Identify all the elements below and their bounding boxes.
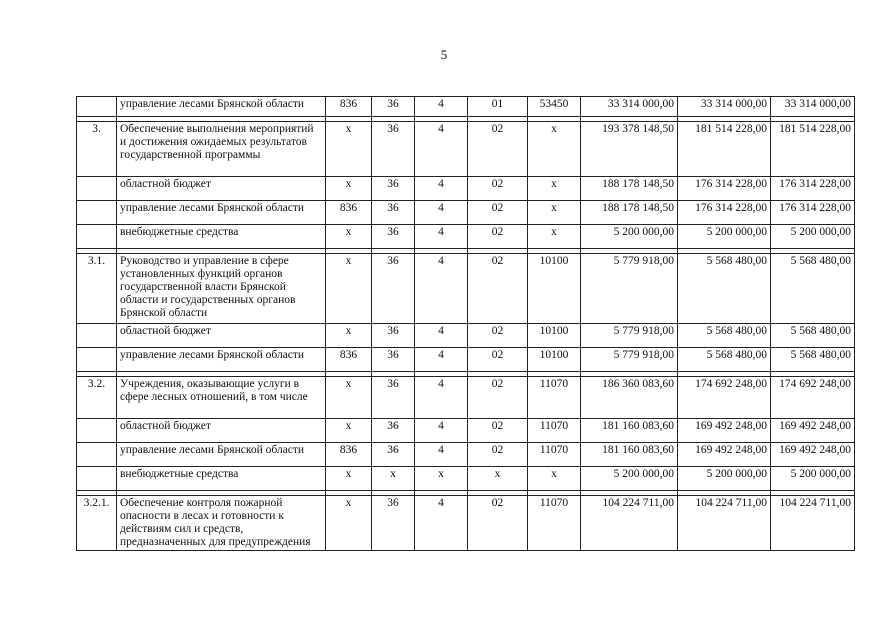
amount-year-3: 176 314 228,00 <box>771 201 855 225</box>
row-name: внебюджетные средства <box>117 225 326 249</box>
code-grbs: х <box>326 225 372 249</box>
amount-year-2: 5 568 480,00 <box>678 254 771 324</box>
row-number <box>77 443 117 467</box>
page-number: 5 <box>440 47 448 62</box>
table-row <box>77 377 855 419</box>
amount-year-1: 5 200 000,00 <box>581 225 678 249</box>
code-event: 01 <box>468 97 528 117</box>
amount-year-3: 5 200 000,00 <box>771 467 855 491</box>
code-program: 36 <box>372 443 415 467</box>
code-event: 02 <box>468 419 528 443</box>
amount-year-2: 176 314 228,00 <box>678 201 771 225</box>
code-direction: х <box>528 225 581 249</box>
code-subprogram: 4 <box>415 225 468 249</box>
amount-year-3: 5 568 480,00 <box>771 348 855 372</box>
table-row <box>77 467 855 491</box>
amount-year-3: 104 224 711,00 <box>771 496 855 551</box>
code-program: 36 <box>372 122 415 177</box>
code-subprogram: х <box>415 467 468 491</box>
code-program: 36 <box>372 177 415 201</box>
code-direction: х <box>528 201 581 225</box>
code-program: 36 <box>372 254 415 324</box>
code-grbs: 836 <box>326 201 372 225</box>
code-direction: х <box>528 467 581 491</box>
code-event: 02 <box>468 254 528 324</box>
code-event: 02 <box>468 177 528 201</box>
code-program: 36 <box>372 97 415 117</box>
amount-year-1: 104 224 711,00 <box>581 496 678 551</box>
amount-year-2: 169 492 248,00 <box>678 443 771 467</box>
row-name: Руководство и управление в сфере установленных функций органов государственной власти Брянской области и государственных органов Брянской области <box>117 254 326 324</box>
amount-year-1: 181 160 083,60 <box>581 443 678 467</box>
code-grbs: х <box>326 377 372 419</box>
code-grbs: х <box>326 254 372 324</box>
amount-year-2: 5 568 480,00 <box>678 324 771 348</box>
row-number: 3.1. <box>77 254 117 324</box>
code-program: х <box>372 467 415 491</box>
amount-year-1: 5 200 000,00 <box>581 467 678 491</box>
table-row <box>77 496 855 551</box>
code-subprogram: 4 <box>415 97 468 117</box>
row-number <box>77 201 117 225</box>
code-direction: х <box>528 122 581 177</box>
code-grbs: 836 <box>326 97 372 117</box>
amount-year-2: 181 514 228,00 <box>678 122 771 177</box>
code-grbs: 836 <box>326 348 372 372</box>
amount-year-3: 181 514 228,00 <box>771 122 855 177</box>
code-program: 36 <box>372 419 415 443</box>
code-subprogram: 4 <box>415 496 468 551</box>
code-program: 36 <box>372 201 415 225</box>
amount-year-1: 188 178 148,50 <box>581 201 678 225</box>
table-row <box>77 324 855 348</box>
amount-year-1: 33 314 000,00 <box>581 97 678 117</box>
code-grbs: х <box>326 496 372 551</box>
row-number <box>77 348 117 372</box>
amount-year-3: 169 492 248,00 <box>771 443 855 467</box>
row-number <box>77 467 117 491</box>
code-grbs: 836 <box>326 443 372 467</box>
code-program: 36 <box>372 496 415 551</box>
code-subprogram: 4 <box>415 324 468 348</box>
code-grbs: х <box>326 122 372 177</box>
row-name: областной бюджет <box>117 324 326 348</box>
row-number: 3.2.1. <box>77 496 117 551</box>
code-grbs: х <box>326 467 372 491</box>
code-direction: 10100 <box>528 348 581 372</box>
row-number <box>77 225 117 249</box>
code-program: 36 <box>372 225 415 249</box>
table-row <box>77 443 855 467</box>
code-event: 02 <box>468 324 528 348</box>
code-subprogram: 4 <box>415 177 468 201</box>
table-row <box>77 97 855 117</box>
code-event: 02 <box>468 348 528 372</box>
amount-year-3: 5 568 480,00 <box>771 254 855 324</box>
row-name: управление лесами Брянской области <box>117 201 326 225</box>
code-subprogram: 4 <box>415 122 468 177</box>
amount-year-2: 169 492 248,00 <box>678 419 771 443</box>
code-event: 02 <box>468 201 528 225</box>
code-direction: 11070 <box>528 443 581 467</box>
row-name: управление лесами Брянской области <box>117 97 326 117</box>
amount-year-1: 5 779 918,00 <box>581 348 678 372</box>
code-subprogram: 4 <box>415 348 468 372</box>
code-event: 02 <box>468 122 528 177</box>
table-row <box>77 177 855 201</box>
code-program: 36 <box>372 377 415 419</box>
code-direction: 11070 <box>528 496 581 551</box>
amount-year-1: 181 160 083,60 <box>581 419 678 443</box>
code-event: 02 <box>468 496 528 551</box>
table-body <box>77 97 855 551</box>
row-number <box>77 97 117 117</box>
row-number: 3. <box>77 122 117 177</box>
amount-year-2: 5 200 000,00 <box>678 467 771 491</box>
row-name: управление лесами Брянской области <box>117 348 326 372</box>
code-direction: 10100 <box>528 324 581 348</box>
row-number <box>77 177 117 201</box>
amount-year-1: 186 360 083,60 <box>581 377 678 419</box>
code-program: 36 <box>372 348 415 372</box>
amount-year-1: 5 779 918,00 <box>581 254 678 324</box>
amount-year-2: 104 224 711,00 <box>678 496 771 551</box>
code-event: 02 <box>468 377 528 419</box>
budget-table <box>76 96 855 551</box>
amount-year-3: 33 314 000,00 <box>771 97 855 117</box>
amount-year-3: 176 314 228,00 <box>771 177 855 201</box>
amount-year-2: 33 314 000,00 <box>678 97 771 117</box>
code-grbs: х <box>326 419 372 443</box>
amount-year-1: 188 178 148,50 <box>581 177 678 201</box>
row-number <box>77 419 117 443</box>
code-direction: 11070 <box>528 377 581 419</box>
amount-year-3: 174 692 248,00 <box>771 377 855 419</box>
row-name: Обеспечение выполнения мероприятий и достижения ожидаемых результатов государственной программы <box>117 122 326 177</box>
table-row <box>77 348 855 372</box>
code-subprogram: 4 <box>415 419 468 443</box>
amount-year-1: 5 779 918,00 <box>581 324 678 348</box>
amount-year-3: 5 200 000,00 <box>771 225 855 249</box>
code-event: 02 <box>468 225 528 249</box>
table-row <box>77 225 855 249</box>
row-number <box>77 324 117 348</box>
amount-year-3: 5 568 480,00 <box>771 324 855 348</box>
row-number: 3.2. <box>77 377 117 419</box>
code-direction: 53450 <box>528 97 581 117</box>
code-direction: 11070 <box>528 419 581 443</box>
table-row <box>77 419 855 443</box>
row-name: Учреждения, оказывающие услуги в сфере лесных отношений, в том числе <box>117 377 326 419</box>
amount-year-2: 5 200 000,00 <box>678 225 771 249</box>
code-direction: х <box>528 177 581 201</box>
amount-year-1: 193 378 148,50 <box>581 122 678 177</box>
table-row <box>77 122 855 177</box>
code-direction: 10100 <box>528 254 581 324</box>
row-name: управление лесами Брянской области <box>117 443 326 467</box>
row-name: Обеспечение контроля пожарной опасности в лесах и готовности к действиям сил и средств, предназначенных для предупреждения <box>117 496 326 551</box>
row-name: внебюджетные средства <box>117 467 326 491</box>
code-event: х <box>468 467 528 491</box>
amount-year-2: 174 692 248,00 <box>678 377 771 419</box>
amount-year-2: 5 568 480,00 <box>678 348 771 372</box>
code-event: 02 <box>468 443 528 467</box>
table-row <box>77 254 855 324</box>
code-program: 36 <box>372 324 415 348</box>
code-subprogram: 4 <box>415 254 468 324</box>
code-grbs: х <box>326 324 372 348</box>
table-row <box>77 201 855 225</box>
code-subprogram: 4 <box>415 377 468 419</box>
row-name: областной бюджет <box>117 177 326 201</box>
code-subprogram: 4 <box>415 443 468 467</box>
code-grbs: х <box>326 177 372 201</box>
amount-year-2: 176 314 228,00 <box>678 177 771 201</box>
amount-year-3: 169 492 248,00 <box>771 419 855 443</box>
row-name: областной бюджет <box>117 419 326 443</box>
code-subprogram: 4 <box>415 201 468 225</box>
